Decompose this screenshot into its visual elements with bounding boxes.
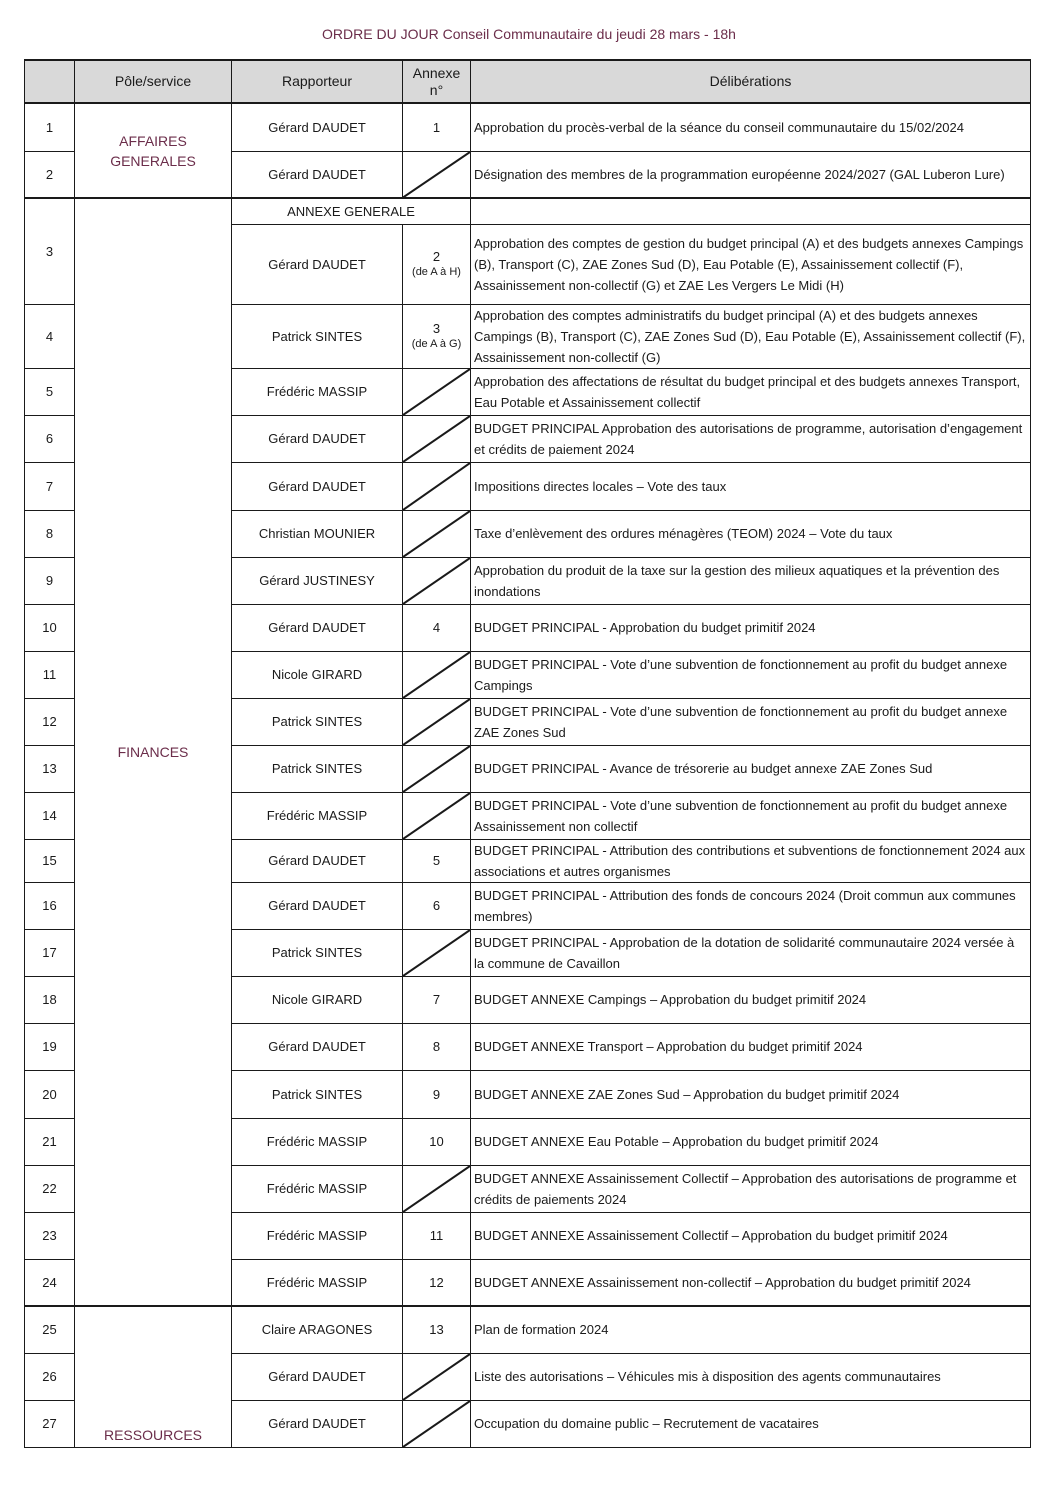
table-cell-num: 4 [25, 304, 75, 368]
table-cell-annexe [403, 304, 471, 368]
table-cell-annexe [403, 103, 471, 151]
no-annexe-slash [403, 510, 471, 557]
pole-finances [75, 198, 232, 1306]
annexe-number: 7 [432, 992, 441, 1007]
diagonal-slash-icon [403, 793, 470, 839]
header-annexe [403, 60, 471, 103]
table-cell-num: 6 [25, 415, 75, 462]
table-cell-annexe [403, 1306, 471, 1353]
table-cell-deliberation: Taxe d’enlèvement des ordures ménagères (TEOM) 2024 – Vote du taux [471, 510, 1031, 557]
no-annexe-slash [403, 792, 471, 839]
table-cell-rapporteur: Gérard DAUDET [232, 415, 403, 462]
annexe-number: 3 [432, 320, 441, 336]
table-cell-num: 20 [25, 1070, 75, 1118]
annexe-number: 13 [429, 1322, 444, 1338]
table-cell-deliberation: Approbation du procès-verbal de la séance du conseil communautaire du 15/02/2024 [471, 103, 1031, 151]
annexe-number: 8 [432, 1039, 441, 1054]
diagonal-slash-icon [403, 511, 470, 557]
table-cell-annexe [403, 839, 471, 882]
table-row [25, 103, 1031, 151]
table-cell-num: 2 [25, 151, 75, 198]
table-cell-rapporteur: Gérard JUSTINESY [232, 557, 403, 604]
table-cell-deliberation: BUDGET PRINCIPAL - Approbation du budget primitif 2024 [471, 604, 1031, 651]
header-deliberations: Délibérations [471, 60, 1031, 103]
annexe-number: 6 [432, 898, 441, 913]
table-cell-deliberation: BUDGET PRINCIPAL Approbation des autorisations de programme, autorisation d’engagement et crédits de paiement 2024 [471, 415, 1031, 462]
table-cell-num: 16 [25, 882, 75, 929]
no-annexe-slash [403, 651, 471, 698]
diagonal-slash-icon [403, 152, 470, 198]
table-cell-deliberation: Approbation des comptes administratifs du budget principal (A) et des budgets annexes Campings (B), Transport (C), ZAE Zones Sud (D), Eau Potable (E), Assainissement collectif (F), Assainissement non-collectif (G) [471, 304, 1031, 368]
table-cell-deliberation: BUDGET ANNEXE Transport – Approbation du budget primitif 2024 [471, 1023, 1031, 1070]
table-cell-num: 15 [25, 839, 75, 882]
table-cell-rapporteur: Frédéric MASSIP [232, 792, 403, 839]
annexe-number: 5 [432, 853, 441, 868]
annexe-generale-label: ANNEXE GENERALE [232, 198, 471, 224]
table-cell-num: 21 [25, 1118, 75, 1165]
table-cell-rapporteur: Gérard DAUDET [232, 151, 403, 198]
pole-affaires-generales [75, 103, 232, 198]
table-cell-rapporteur: Gérard DAUDET [232, 1023, 403, 1070]
table-cell-deliberation: Approbation des comptes de gestion du budget principal (A) et des budgets annexes Campings (B), Transport (C), ZAE Zones Sud (D), Eau Potable (E), Assainissement collectif (F), Assainissement non-collectif (G) et ZAE Les Vergers Le Midi (H) [471, 224, 1031, 304]
table-cell-annexe [403, 604, 471, 651]
diagonal-slash-icon [403, 369, 470, 415]
annexe-number: 2 [432, 248, 441, 264]
table-cell-num: 9 [25, 557, 75, 604]
table-cell-deliberation: Occupation du domaine public – Recrutement de vacataires [471, 1400, 1031, 1447]
annexe-number: 11 [429, 1228, 444, 1243]
table-cell-annexe [403, 1118, 471, 1165]
table-cell-num: 10 [25, 604, 75, 651]
no-annexe-slash [403, 1400, 471, 1447]
table-cell-num: 14 [25, 792, 75, 839]
table-cell-rapporteur: Christian MOUNIER [232, 510, 403, 557]
no-annexe-slash [403, 1165, 471, 1212]
table-cell-rapporteur: Frédéric MASSIP [232, 1212, 403, 1259]
no-annexe-slash [403, 557, 471, 604]
diagonal-slash-icon [403, 930, 470, 976]
table-cell-rapporteur: Patrick SINTES [232, 745, 403, 792]
annexe-generale-row [25, 198, 1031, 224]
table-cell-rapporteur: Patrick SINTES [232, 698, 403, 745]
pole-name-line1: RESSOURCES [103, 1426, 203, 1443]
table-cell-deliberation: BUDGET PRINCIPAL - Attribution des fonds de concours 2024 (Droit commun aux communes membres) [471, 882, 1031, 929]
table-cell-annexe [403, 976, 471, 1023]
diagonal-slash-icon [403, 1401, 470, 1447]
table-cell-deliberation: BUDGET PRINCIPAL - Approbation de la dotation de solidarité communautaire 2024 versée à la commune de Cavaillon [471, 929, 1031, 976]
table-cell-deliberation: BUDGET ANNEXE Eau Potable – Approbation du budget primitif 2024 [471, 1118, 1031, 1165]
table-cell-rapporteur: Frédéric MASSIP [232, 1259, 403, 1306]
table-cell-annexe [403, 224, 471, 304]
table-cell-rapporteur: Nicole GIRARD [232, 651, 403, 698]
header-annexe-line1: Annexe [412, 64, 461, 81]
table-cell-rapporteur: Gérard DAUDET [232, 839, 403, 882]
header-num [25, 60, 75, 103]
table-cell-num: 18 [25, 976, 75, 1023]
annexe-range: (de A à H) [412, 265, 461, 278]
table-cell-deliberation: BUDGET PRINCIPAL - Attribution des contributions et subventions de fonctionnement 2024 aux associations et autres organismes [471, 839, 1031, 882]
table-cell-delib-empty [471, 198, 1031, 224]
diagonal-slash-icon [403, 1354, 470, 1400]
table-cell-annexe [403, 1212, 471, 1259]
table-cell-deliberation: Approbation du produit de la taxe sur la gestion des milieux aquatiques et la prévention des inondations [471, 557, 1031, 604]
diagonal-slash-icon [403, 652, 470, 698]
table-cell-deliberation: Impositions directes locales – Vote des taux [471, 462, 1031, 510]
diagonal-slash-icon [403, 746, 470, 792]
table-cell-num: 24 [25, 1259, 75, 1306]
table-cell-deliberation: BUDGET ANNEXE ZAE Zones Sud – Approbation du budget primitif 2024 [471, 1070, 1031, 1118]
diagonal-slash-icon [403, 558, 470, 604]
diagonal-slash-icon [403, 699, 470, 745]
table-cell-num: 13 [25, 745, 75, 792]
annexe-number: 1 [432, 119, 441, 135]
annexe-number: 9 [432, 1086, 441, 1102]
diagonal-slash-icon [403, 416, 470, 462]
agenda-table [24, 59, 1031, 1448]
no-annexe-slash [403, 415, 471, 462]
table-cell-num: 22 [25, 1165, 75, 1212]
table-cell-rapporteur: Gérard DAUDET [232, 103, 403, 151]
table-cell-annexe [403, 1070, 471, 1118]
table-cell-deliberation: Approbation des affectations de résultat du budget principal et des budgets annexes Transport, Eau Potable et Assainissement collectif [471, 368, 1031, 415]
table-cell-rapporteur: Gérard DAUDET [232, 224, 403, 304]
header-pole: Pôle/service [75, 60, 232, 103]
table-cell-deliberation: Plan de formation 2024 [471, 1306, 1031, 1353]
no-annexe-slash [403, 1353, 471, 1400]
table-cell-num: 5 [25, 368, 75, 415]
annexe-number: 12 [429, 1274, 444, 1290]
table-cell-rapporteur: Gérard DAUDET [232, 604, 403, 651]
table-cell-deliberation: BUDGET PRINCIPAL - Vote d’une subvention de fonctionnement au profit du budget annexe Assainissement non collectif [471, 792, 1031, 839]
table-cell-num: 27 [25, 1400, 75, 1447]
table-cell-rapporteur: Gérard DAUDET [232, 1353, 403, 1400]
no-annexe-slash [403, 745, 471, 792]
pole-name: FINANCES [117, 744, 189, 760]
table-cell-rapporteur: Patrick SINTES [232, 1070, 403, 1118]
table-cell-annexe [403, 1023, 471, 1070]
table-cell-rapporteur: Gérard DAUDET [232, 882, 403, 929]
pole-name-line1: AFFAIRES [119, 132, 187, 149]
table-cell-deliberation: BUDGET ANNEXE Campings – Approbation du budget primitif 2024 [471, 976, 1031, 1023]
table-cell-num: 11 [25, 651, 75, 698]
diagonal-slash-icon [403, 1166, 470, 1212]
table-cell-rapporteur: Claire ARAGONES [232, 1306, 403, 1353]
no-annexe-slash [403, 462, 471, 510]
table-cell-num: 23 [25, 1212, 75, 1259]
table-cell-rapporteur: Patrick SINTES [232, 304, 403, 368]
no-annexe-slash [403, 368, 471, 415]
table-cell-deliberation: BUDGET PRINCIPAL - Vote d’une subvention de fonctionnement au profit du budget annexe ZAE Zones Sud [471, 698, 1031, 745]
header-annexe-line2: n° [429, 81, 444, 98]
page-title: ORDRE DU JOUR Conseil Communautaire du jeudi 28 mars - 18h [322, 26, 736, 42]
table-cell-deliberation: BUDGET ANNEXE Assainissement non-collectif – Approbation du budget primitif 2024 [471, 1259, 1031, 1306]
table-cell-rapporteur: Gérard DAUDET [232, 462, 403, 510]
table-cell-rapporteur: Gérard DAUDET [232, 1400, 403, 1447]
table-cell-num: 7 [25, 462, 75, 510]
annexe-number: 10 [429, 1134, 444, 1149]
table-cell-num: 3 [25, 198, 75, 304]
table-cell-deliberation: Liste des autorisations – Véhicules mis à disposition des agents communautaires [471, 1353, 1031, 1400]
table-cell-num: 8 [25, 510, 75, 557]
header-rapporteur: Rapporteur [232, 60, 403, 103]
header-row [25, 60, 1031, 103]
table-cell-num: 17 [25, 929, 75, 976]
table-cell-rapporteur: Frédéric MASSIP [232, 1118, 403, 1165]
table-cell-num: 26 [25, 1353, 75, 1400]
no-annexe-slash [403, 151, 471, 198]
table-cell-num: 12 [25, 698, 75, 745]
table-cell-deliberation: BUDGET PRINCIPAL - Avance de trésorerie au budget annexe ZAE Zones Sud [471, 745, 1031, 792]
table-row [25, 1306, 1031, 1353]
pole-ressources [75, 1306, 232, 1447]
pole-name-line2: GENERALES [110, 152, 196, 169]
table-cell-annexe [403, 882, 471, 929]
table-cell-deliberation: BUDGET PRINCIPAL - Vote d’une subvention de fonctionnement au profit du budget annexe Campings [471, 651, 1031, 698]
no-annexe-slash [403, 698, 471, 745]
table-cell-deliberation: Désignation des membres de la programmation européenne 2024/2027 (GAL Luberon Lure) [471, 151, 1031, 198]
table-cell-rapporteur: Patrick SINTES [232, 929, 403, 976]
table-cell-rapporteur: Frédéric MASSIP [232, 368, 403, 415]
table-cell-num: 25 [25, 1306, 75, 1353]
table-cell-num: 19 [25, 1023, 75, 1070]
table-cell-annexe [403, 1259, 471, 1306]
no-annexe-slash [403, 929, 471, 976]
annexe-number: 4 [432, 620, 441, 635]
table-cell-num: 1 [25, 103, 75, 151]
table-cell-rapporteur: Frédéric MASSIP [232, 1165, 403, 1212]
table-cell-deliberation: BUDGET ANNEXE Assainissement Collectif – Approbation du budget primitif 2024 [471, 1212, 1031, 1259]
table-cell-rapporteur: Nicole GIRARD [232, 976, 403, 1023]
annexe-range: (de A à G) [411, 337, 462, 350]
table-cell-deliberation: BUDGET ANNEXE Assainissement Collectif – Approbation des autorisations de programme et crédits de paiements 2024 [471, 1165, 1031, 1212]
diagonal-slash-icon [403, 463, 470, 510]
